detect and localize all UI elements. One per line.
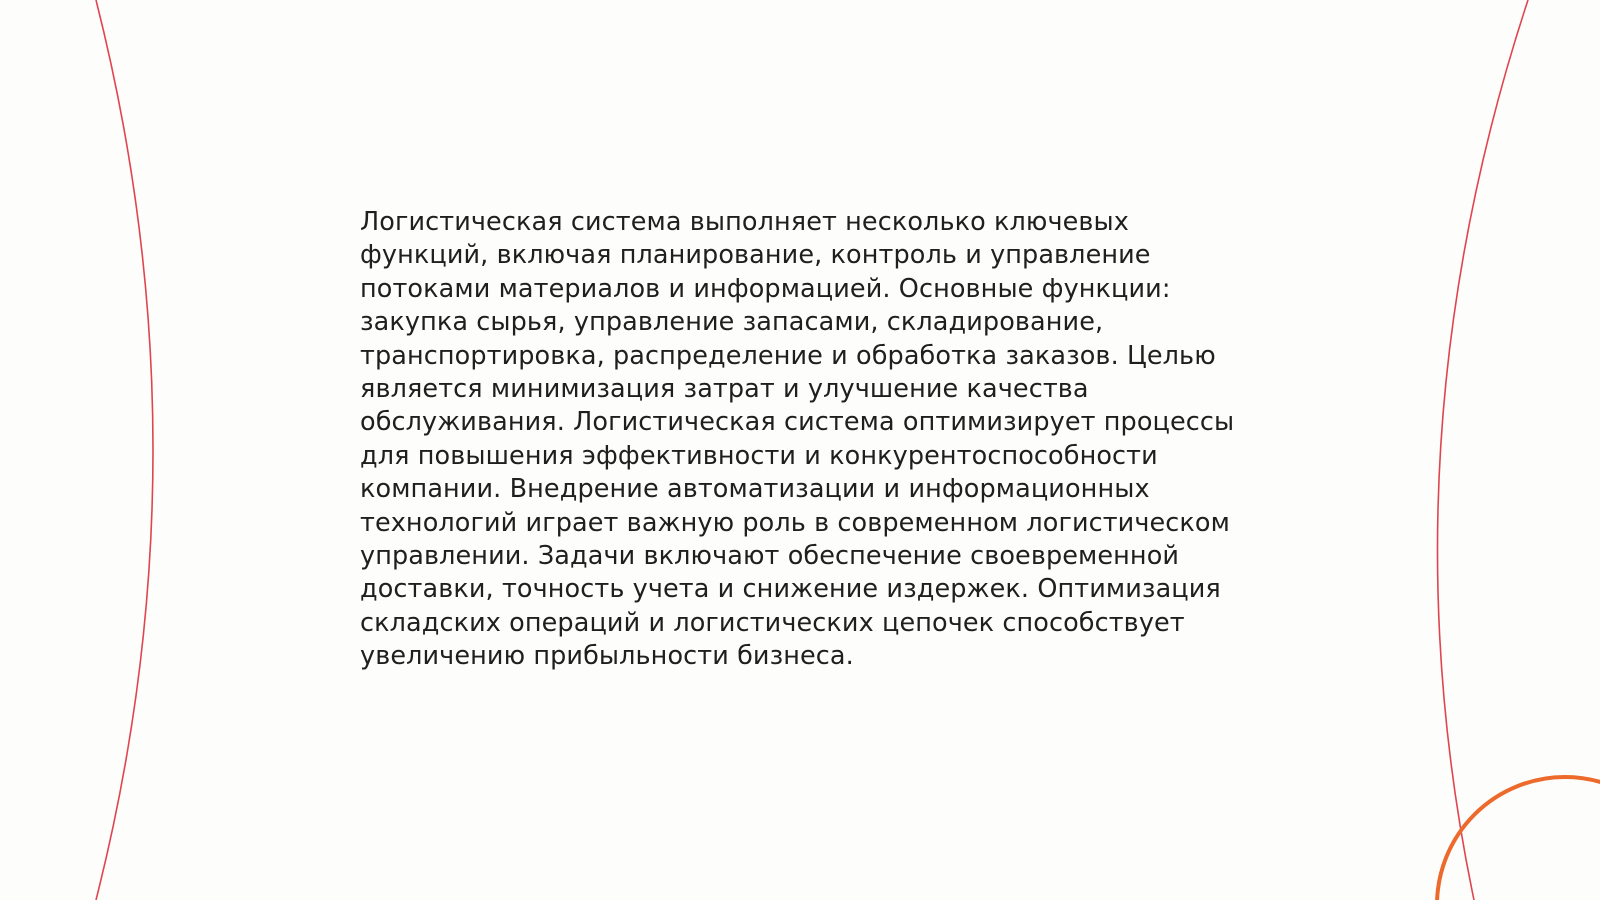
paragraph-line: компании. Внедрение автоматизации и информационных	[360, 474, 1150, 505]
paragraph-line: складских операций и логистических цепочек способствует	[360, 607, 1185, 638]
paragraph-line: обслуживания. Логистическая система оптимизирует процессы	[360, 407, 1235, 438]
paragraph-line: увеличению прибыльности бизнеса.	[360, 641, 854, 672]
paragraph-line: технологий играет важную роль в современном логистическом	[360, 507, 1230, 538]
paragraph-line: потоками материалов и информацией. Основные функции:	[360, 273, 1171, 304]
body-paragraph	[360, 206, 1260, 674]
paragraph-line: закупка сырья, управление запасами, складирование,	[360, 307, 1104, 338]
paragraph-line: Логистическая система выполняет несколько ключевых	[360, 207, 1129, 237]
paragraph-line: управлении. Задачи включают обеспечение своевременной	[360, 541, 1180, 572]
paragraph-line: функций, включая планирование, контроль и управление	[360, 240, 1151, 271]
paragraph-line: транспортировка, распределение и обработка заказов. Целью	[360, 340, 1216, 371]
paragraph-line: доставки, точность учета и снижение издержек. Оптимизация	[360, 574, 1221, 605]
corner-circle-decoration	[1437, 777, 1600, 900]
paragraph-line: является минимизация затрат и улучшение качества	[360, 374, 1089, 405]
left-arc-decoration	[96, 0, 153, 900]
paragraph-line: для повышения эффективности и конкурентоспособности	[360, 440, 1158, 471]
right-arc-decoration	[1437, 0, 1528, 900]
